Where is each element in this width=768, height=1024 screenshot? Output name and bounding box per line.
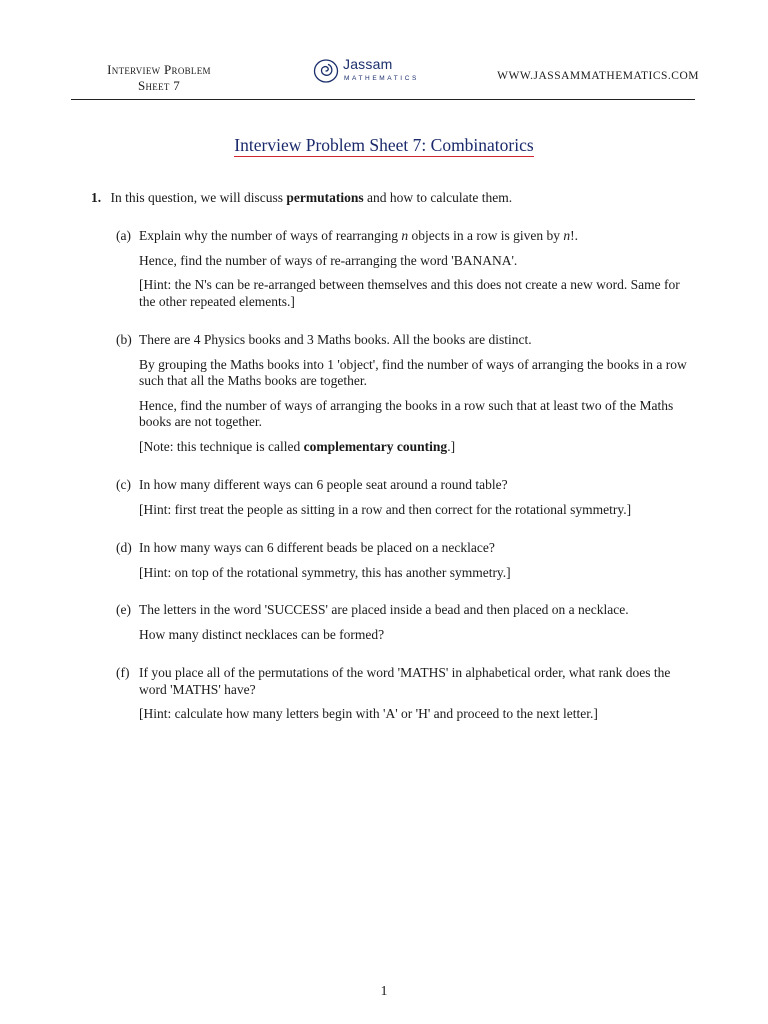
text-span: Explain why the number of ways of rearranging	[139, 228, 399, 243]
intro-text-before: In this question, we will discuss	[110, 190, 283, 205]
part-label: (e)	[116, 602, 131, 617]
part-e-paragraph-1: The letters in the word 'SUCCESS' are placed inside a bead and then placed on a necklace.	[139, 602, 629, 617]
part-b-paragraph-1: There are 4 Physics books and 3 Maths books. All the books are distinct.	[139, 332, 532, 347]
part-label: (b)	[116, 332, 132, 347]
part-label: (f)	[116, 665, 130, 680]
text-span: objects in a row is given by	[411, 228, 561, 243]
part-b-paragraph-3: Hence, find the number of ways of arranging the books in a row such that at least two of the Maths books are not together.	[139, 397, 674, 429]
header-document-name	[84, 62, 234, 94]
part-f	[116, 665, 698, 731]
part-a-paragraph-2: Hence, find the number of ways of re-arranging the word 'BANANA'.	[139, 252, 518, 268]
header-line-2: Sheet 7	[137, 78, 181, 93]
page-number: 1	[380, 984, 388, 999]
math-variable: n	[401, 228, 409, 243]
part-f-paragraph-2: [Hint: calculate how many letters begin with 'A' or 'H' and proceed to the next letter.]	[139, 706, 598, 721]
jassam-logo	[313, 56, 433, 88]
part-a-paragraph-1	[139, 228, 698, 245]
question-intro	[91, 190, 512, 206]
part-c-paragraph-2: [Hint: first treat the people as sitting in a row and then correct for the rotational symmetry.]	[139, 501, 632, 517]
logo-name: Jassam	[343, 56, 393, 72]
website-url: WWW.JASSAMMATHEMATICS.COM	[497, 70, 699, 82]
spiral-logo-icon	[313, 58, 339, 84]
question-number: 1.	[91, 190, 102, 205]
part-d-paragraph-1: In how many ways can 6 different beads be placed on a necklace?	[139, 540, 495, 555]
part-label: (a)	[116, 228, 131, 243]
logo-subtitle: MATHEMATICS	[344, 75, 419, 82]
part-e	[116, 602, 698, 651]
part-b	[116, 332, 698, 463]
part-a	[116, 228, 698, 318]
intro-keyword: permutations	[286, 190, 364, 205]
bold-term: complementary counting	[303, 438, 448, 454]
header-line-1: Interview Problem	[107, 62, 211, 77]
part-f-paragraph-1: If you place all of the permutations of the word 'MATHS' in alphabetical order, what rank does the word 'MATHS' have?	[139, 665, 671, 697]
page-title-container	[0, 134, 768, 157]
header-divider	[71, 99, 695, 100]
part-label: (c)	[116, 477, 131, 492]
text-span: !.	[570, 228, 579, 243]
part-e-paragraph-2: How many distinct necklaces can be formed?	[139, 626, 385, 642]
part-a-paragraph-3: [Hint: the N's can be re-arranged between themselves and this does not create a new word. Same for the other repeated elements.]	[139, 277, 680, 309]
text-span: [Note: this technique is called	[139, 438, 301, 454]
intro-text-after: and how to calculate them.	[367, 190, 513, 205]
text-span: .]	[447, 438, 456, 454]
part-label: (d)	[116, 540, 132, 555]
part-c-paragraph-1: In how many different ways can 6 people seat around a round table?	[139, 477, 508, 492]
part-c	[116, 477, 698, 526]
page-title: Interview Problem Sheet 7: Combinatorics	[234, 135, 534, 155]
part-d-paragraph-2: [Hint: on top of the rotational symmetry, this has another symmetry.]	[139, 564, 511, 580]
part-b-paragraph-4	[139, 439, 698, 456]
math-variable: n	[563, 228, 571, 243]
part-d	[116, 540, 698, 589]
part-b-paragraph-2: By grouping the Maths books into 1 'object', find the number of ways of arranging the books in a row such that all the Maths books are together.	[139, 356, 687, 388]
